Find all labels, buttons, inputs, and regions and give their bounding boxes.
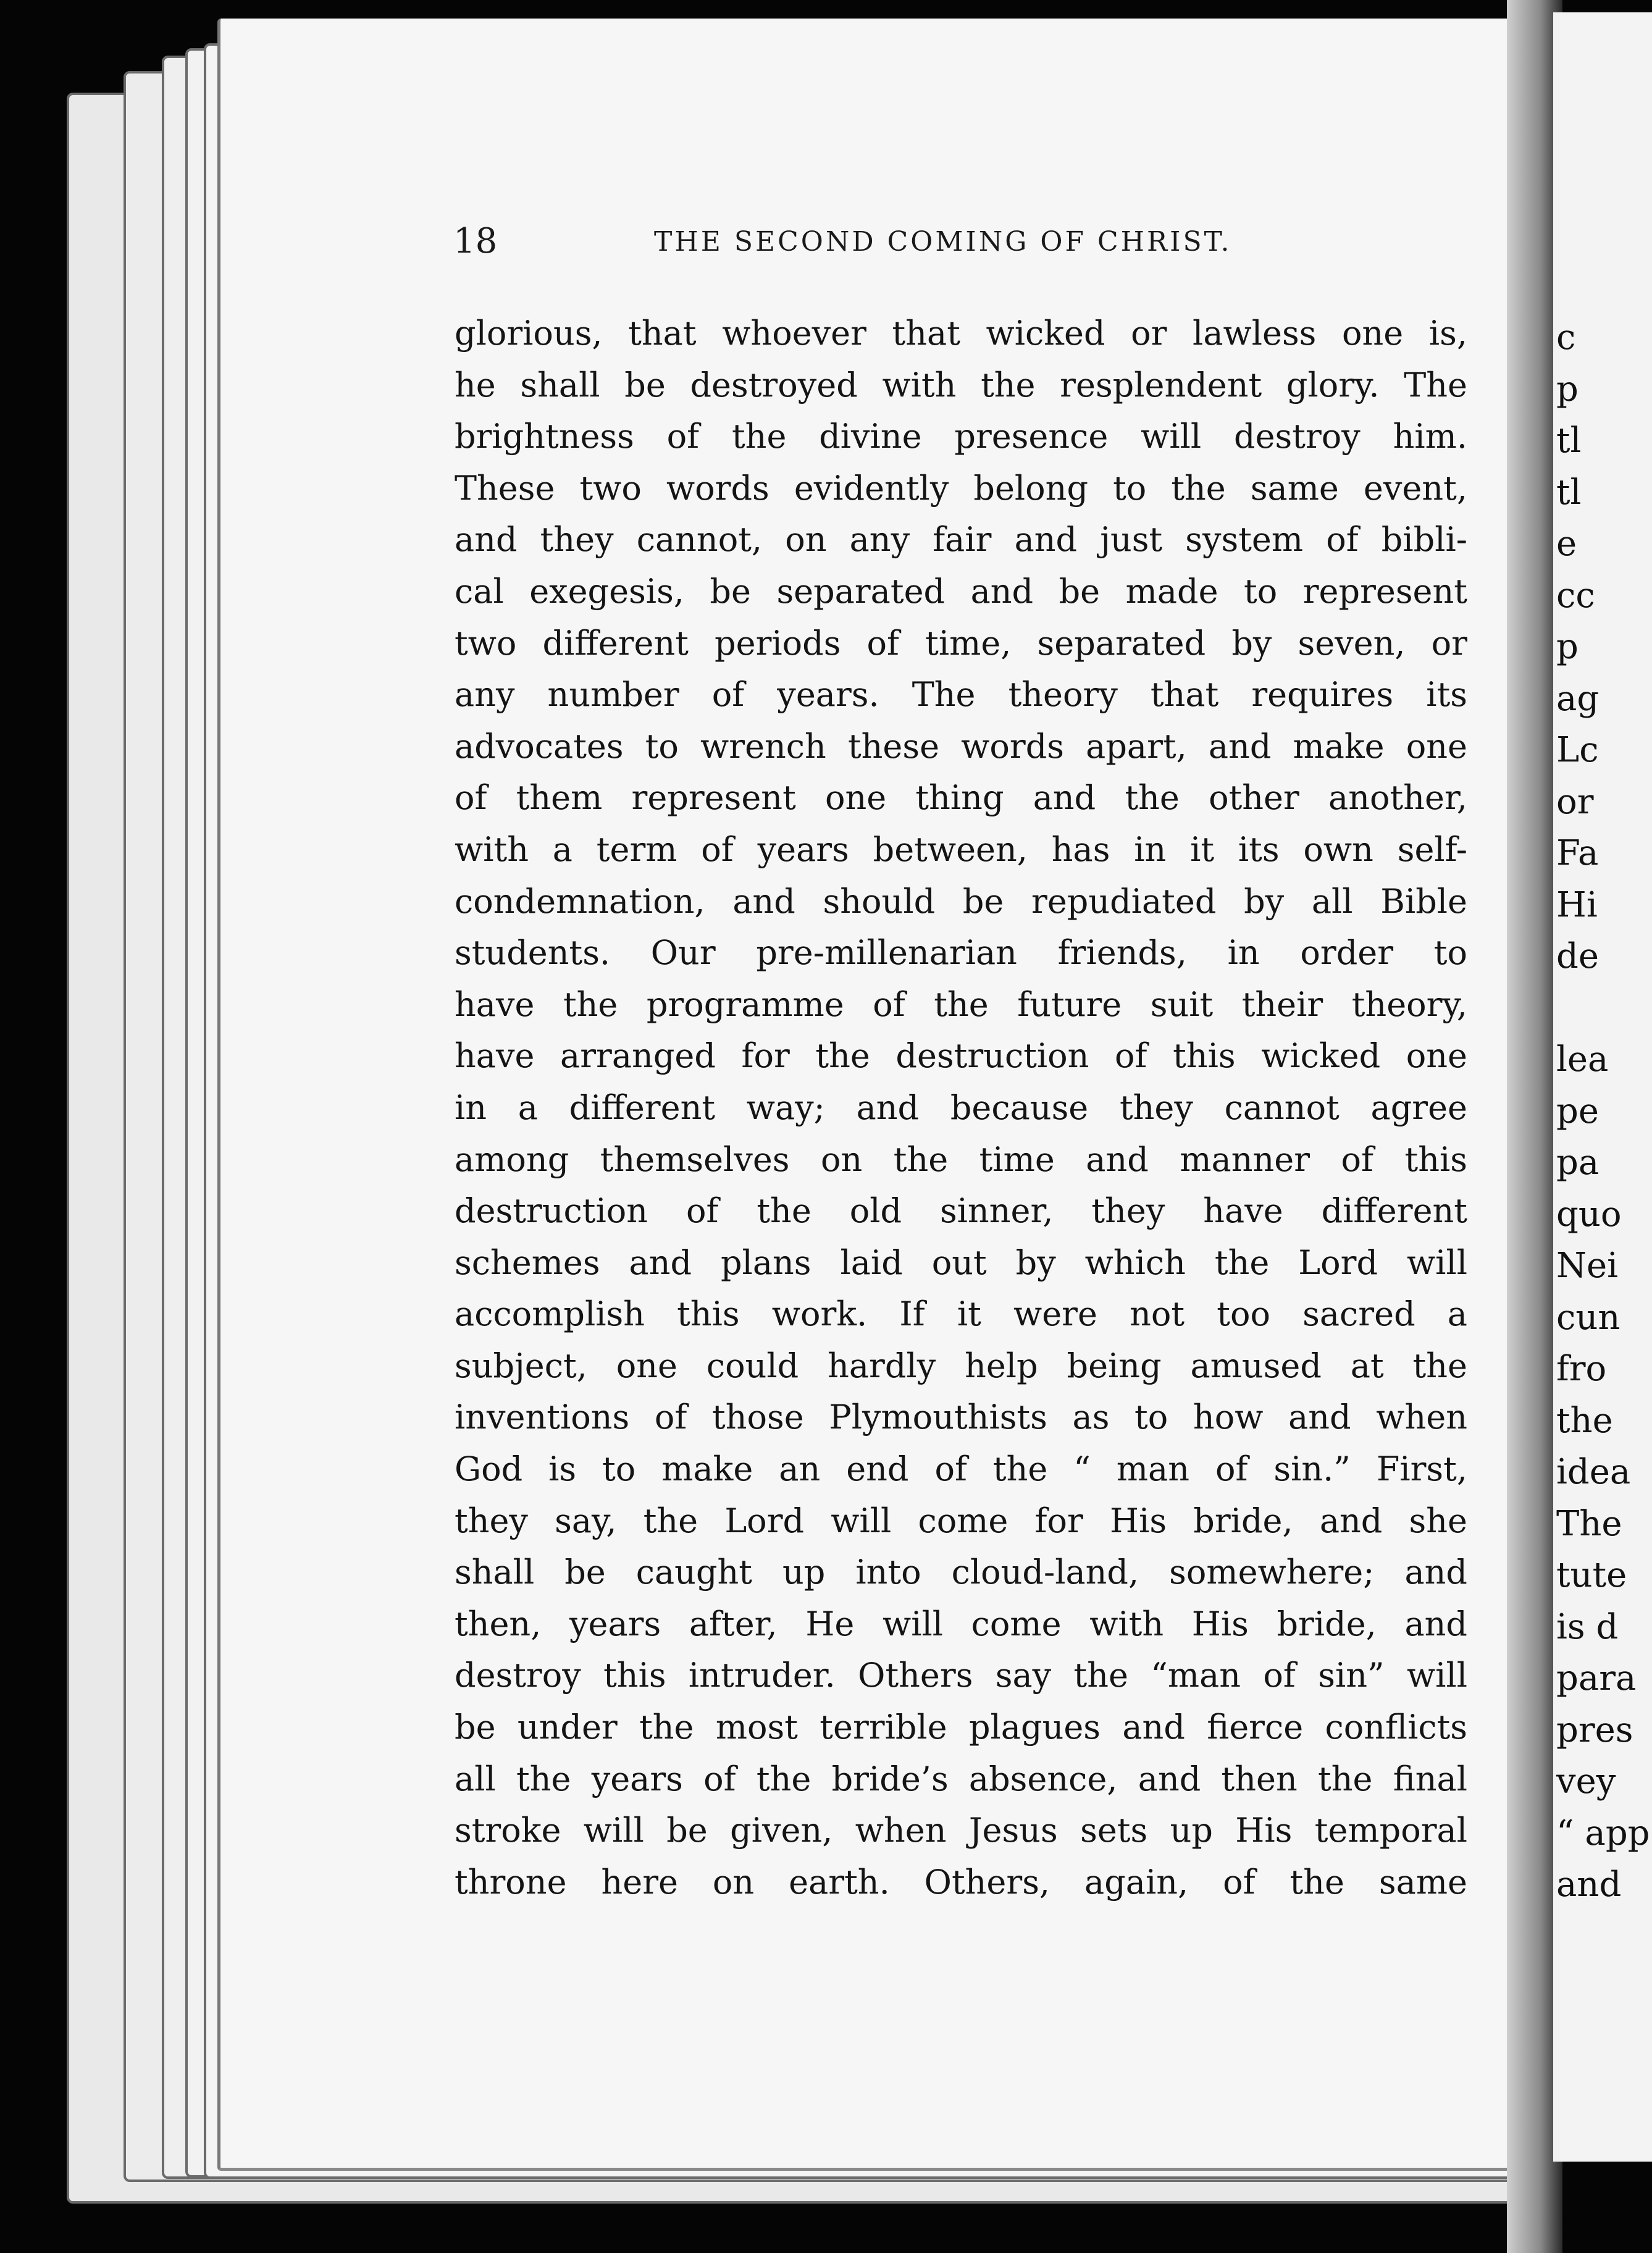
body-text: [455, 308, 1467, 1908]
facing-line-fragment: de: [1556, 936, 1599, 976]
facing-line-fragment: is d: [1556, 1606, 1619, 1647]
facing-line-fragment: p: [1556, 627, 1579, 667]
text-line: and they cannot, on any fair and just system of bibli-: [455, 520, 1467, 560]
text-line: God is to make an end of the “ man of sin.” First,: [455, 1450, 1467, 1489]
facing-line-fragment: [1556, 983, 1643, 1034]
text-line: have the programme of the future suit their theory,: [455, 984, 1467, 1024]
facing-line-fragment: tute: [1556, 1555, 1627, 1595]
facing-line-fragment: the: [1556, 1400, 1613, 1441]
text-line: with a term of years between, has in it its own self-: [455, 829, 1467, 869]
text-line: all the years of the bride’s absence, and then the final: [455, 1759, 1467, 1798]
text-line: cal exegesis, be separated and be made to represent: [455, 571, 1467, 611]
running-title: THE SECOND COMING OF CHRIST.: [654, 226, 1232, 258]
facing-page-text: [1556, 312, 1650, 1911]
facing-line-fragment: “ app: [1556, 1813, 1650, 1853]
facing-line-fragment: tl: [1556, 421, 1582, 461]
text-line: of them represent one thing and the other another,: [455, 778, 1467, 818]
facing-line-fragment: ag: [1556, 678, 1600, 719]
facing-line-fragment: The: [1556, 1503, 1622, 1544]
text-line: throne here on earth. Others, again, of the same: [455, 1862, 1467, 1902]
facing-line-fragment: pres: [1556, 1710, 1633, 1750]
text-line: advocates to wrench these words apart, and make one: [455, 726, 1467, 766]
facing-line-fragment: c: [1556, 317, 1576, 358]
facing-line-fragment: Hi: [1556, 884, 1598, 925]
facing-line-fragment: pa: [1556, 1143, 1600, 1183]
text-line: they say, the Lord will come for His bride, and she: [455, 1501, 1467, 1540]
facing-line-fragment: Nei: [1556, 1246, 1619, 1286]
facing-line-fragment: vey: [1556, 1761, 1616, 1802]
text-line: subject, one could hardly help being amused at the: [455, 1346, 1467, 1385]
facing-line-fragment: Lc: [1556, 730, 1599, 770]
text-line: have arranged for the destruction of this wicked one: [455, 1036, 1467, 1076]
text-line: any number of years. The theory that requires its: [455, 675, 1467, 715]
facing-line-fragment: quo: [1556, 1194, 1622, 1235]
page-number: 18: [453, 221, 498, 261]
facing-line-fragment: fro: [1556, 1349, 1607, 1389]
facing-line-fragment: and: [1556, 1865, 1622, 1905]
facing-line-fragment: idea: [1556, 1452, 1631, 1492]
text-line: These two words evidently belong to the same event,: [455, 468, 1467, 508]
text-line: two different periods of time, separated by seven, or: [455, 623, 1467, 663]
facing-line-fragment: e: [1556, 524, 1577, 564]
text-line: shall be caught up into cloud-land, somewhere; and: [455, 1553, 1467, 1592]
text-line: condemnation, and should be repudiated by all Bible: [455, 881, 1467, 921]
text-line: inventions of those Plymouthists as to how and when: [455, 1398, 1467, 1437]
text-line: destroy this intruder. Others say the “man of sin” will: [455, 1656, 1467, 1695]
facing-line-fragment: or: [1556, 781, 1594, 822]
text-line: destruction of the old sinner, they have different: [455, 1191, 1467, 1231]
facing-line-fragment: p: [1556, 369, 1579, 409]
text-line: accomplish this work. If it were not too sacred a: [455, 1294, 1467, 1334]
facing-line-fragment: lea: [1556, 1039, 1609, 1080]
text-line: brightness of the divine presence will destroy him.: [455, 417, 1467, 456]
text-line: in a different way; and because they cannot agree: [455, 1088, 1467, 1127]
facing-line-fragment: cc: [1556, 575, 1595, 616]
text-line: be under the most terrible plagues and fierce conflicts: [455, 1708, 1467, 1747]
text-line: he shall be destroyed with the resplendent glory. The: [455, 365, 1467, 405]
text-line: stroke will be given, when Jesus sets up His temporal: [455, 1811, 1467, 1850]
page-header: [453, 221, 1472, 271]
text-line: schemes and plans laid out by which the Lord will: [455, 1243, 1467, 1282]
facing-line-fragment: tl: [1556, 472, 1582, 513]
facing-line-fragment: Fa: [1556, 833, 1599, 873]
text-line: among themselves on the time and manner of this: [455, 1139, 1467, 1179]
text-line: students. Our pre-millenarian friends, in order to: [455, 933, 1467, 973]
text-line: then, years after, He will come with His bride, and: [455, 1604, 1467, 1643]
facing-line-fragment: cun: [1556, 1297, 1621, 1338]
facing-line-fragment: para: [1556, 1658, 1637, 1698]
text-line: glorious, that whoever that wicked or lawless one is,: [455, 314, 1467, 353]
facing-line-fragment: pe: [1556, 1091, 1599, 1131]
